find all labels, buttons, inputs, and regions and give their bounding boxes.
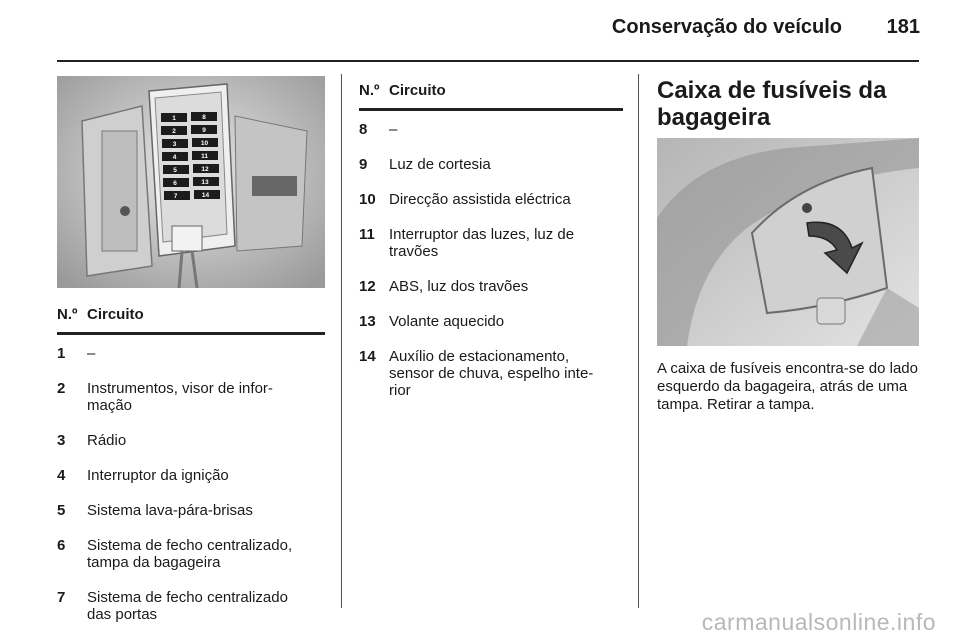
fuse-number: 1 xyxy=(57,345,66,362)
table-header xyxy=(57,306,325,335)
table-row xyxy=(359,278,623,313)
fuse-label: 6 xyxy=(173,180,177,187)
section-paragraph: A caixa de fusíveis encontra-se do lado esquerdo da bagageira, atrás de uma tampa. Retirar a tampa. xyxy=(657,360,918,413)
fuse-label: 7 xyxy=(173,193,178,200)
fusebox-photo xyxy=(57,76,325,288)
column-header-number: N.º xyxy=(359,82,380,99)
fuse-table-left xyxy=(57,306,325,641)
fuse-number: 2 xyxy=(57,380,66,397)
fuse-number: 10 xyxy=(359,191,376,208)
table-row xyxy=(359,348,623,417)
table-row xyxy=(57,537,325,589)
fuse-label: 11 xyxy=(201,153,208,160)
table-row xyxy=(359,121,623,156)
fuse-label: 5 xyxy=(173,167,177,174)
circuit-description: – xyxy=(389,121,398,138)
table-row xyxy=(359,156,623,191)
fuse-number: 3 xyxy=(57,432,66,449)
fuse-number: 6 xyxy=(57,537,66,554)
fuse-number: 13 xyxy=(359,313,376,330)
circuit-description: Auxílio de estacionamento, sensor de chuva, espelho inte- rior xyxy=(389,348,594,399)
fuse-number: 11 xyxy=(359,226,375,243)
luggage-compartment-photo xyxy=(657,138,919,346)
fuse-label: 12 xyxy=(201,166,209,173)
fuse-label: 3 xyxy=(172,141,177,148)
circuit-description: ABS, luz dos travões xyxy=(389,278,529,295)
table-row xyxy=(57,345,325,380)
column-header-circuit: Circuito xyxy=(389,82,446,99)
circuit-description: Direcção assistida eléctrica xyxy=(389,191,571,208)
fuse-table-middle xyxy=(359,82,623,417)
circuit-description: Sistema de fecho centralizado das portas xyxy=(87,589,288,623)
fuse-label: 13 xyxy=(201,179,209,186)
table-row xyxy=(57,432,325,467)
section-heading: Caixa de fusíveis da bagageira xyxy=(657,77,887,131)
circuit-description: Sistema de fecho centralizado, tampa da bagageira xyxy=(87,537,293,571)
fuse-number: 14 xyxy=(359,348,376,365)
fuse-number: 8 xyxy=(359,121,368,138)
column-header-number: N.º xyxy=(57,306,78,323)
column-divider-left xyxy=(341,74,342,608)
fuse-label: 14 xyxy=(201,192,210,199)
fuse-label: 10 xyxy=(200,140,209,147)
fuse-label: 4 xyxy=(172,154,177,161)
circuit-description: Interruptor das luzes, luz de travões xyxy=(389,226,575,260)
circuit-description: Instrumentos, visor de infor- mação xyxy=(87,380,273,414)
table-row xyxy=(359,313,623,348)
circuit-description: Luz de cortesia xyxy=(389,156,491,173)
column-divider-right xyxy=(638,74,639,608)
table-row xyxy=(359,191,623,226)
fuse-label: 9 xyxy=(202,127,206,134)
table-row xyxy=(57,502,325,537)
circuit-description: – xyxy=(87,345,96,362)
fusebox-illustration xyxy=(57,76,325,288)
luggage-compartment-illustration xyxy=(657,138,919,346)
fuse-number: 5 xyxy=(57,502,66,519)
circuit-description: Volante aquecido xyxy=(389,313,505,330)
circuit-description: Sistema lava-pára-brisas xyxy=(87,502,253,519)
table-row xyxy=(57,380,325,432)
column-header-circuit: Circuito xyxy=(87,306,144,323)
fuse-number: 7 xyxy=(57,589,66,606)
table-header xyxy=(359,82,623,111)
page-number: 181 xyxy=(886,16,920,38)
circuit-description: Rádio xyxy=(87,432,127,449)
fuse-label: 1 xyxy=(172,115,176,122)
fuse-number: 9 xyxy=(359,156,368,173)
table-row xyxy=(57,589,325,641)
table-row xyxy=(57,467,325,502)
fuse-label: 2 xyxy=(172,128,176,135)
header-title: Conservação do veículo xyxy=(611,16,842,38)
table-row xyxy=(359,226,623,278)
circuit-description: Interruptor da ignição xyxy=(87,467,229,484)
fuse-number: 4 xyxy=(57,467,66,484)
watermark: carmanualsonline.info xyxy=(701,609,936,635)
page-header xyxy=(0,0,960,62)
fuse-number: 12 xyxy=(359,278,376,295)
header-rule xyxy=(57,60,919,62)
fuse-label: 8 xyxy=(202,114,206,121)
